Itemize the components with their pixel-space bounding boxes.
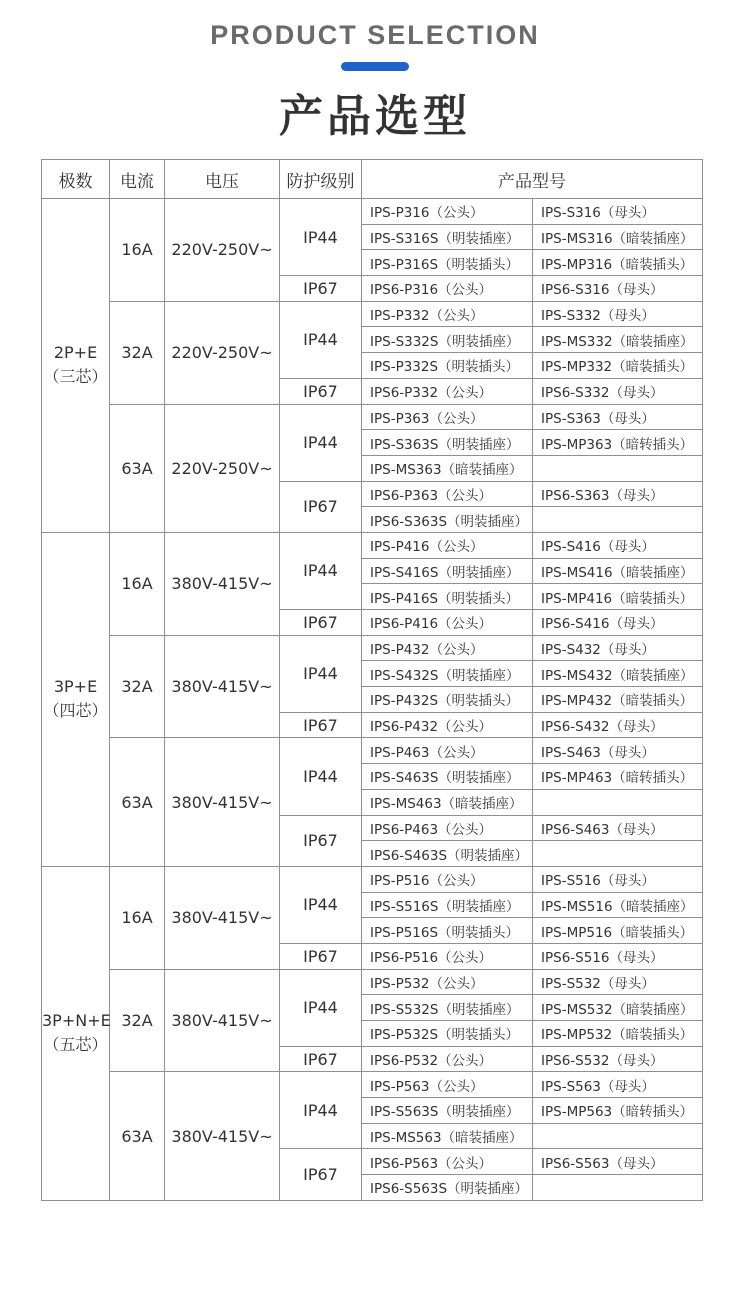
column-header-protection: 防护级别 [280, 160, 362, 199]
voltage-cell: 220V-250V~ [165, 199, 280, 302]
model-cell: IPS-S516S（明装插座） [362, 892, 533, 918]
model-cell: IPS-S563（母头） [533, 1072, 703, 1098]
model-cell: IPS-MS532（暗装插座） [533, 995, 703, 1021]
model-cell: IPS-MP316（暗装插头） [533, 250, 703, 276]
model-cell: IPS6-P463（公头） [362, 815, 533, 841]
model-cell: IPS6-P532（公头） [362, 1046, 533, 1072]
column-header-poles: 极数 [42, 160, 110, 199]
cores-label: （三芯） [43, 367, 108, 387]
current-cell: 16A [110, 866, 165, 969]
voltage-cell: 220V-250V~ [165, 404, 280, 532]
model-cell: IPS-P563（公头） [362, 1072, 533, 1098]
model-cell: IPS6-P416（公头） [362, 610, 533, 636]
table-body [42, 199, 703, 1201]
model-cell: IPS-S363S（明装插座） [362, 430, 533, 456]
current-cell: 32A [110, 301, 165, 404]
voltage-cell: 380V-415V~ [165, 969, 280, 1072]
model-cell [533, 1175, 703, 1201]
model-cell: IPS-MP432（暗装插头） [533, 687, 703, 713]
model-cell: IPS6-P316（公头） [362, 276, 533, 302]
model-cell: IPS-MS316（暗装插座） [533, 224, 703, 250]
model-cell: IPS-MS416（暗装插座） [533, 558, 703, 584]
protection-cell: IP67 [280, 378, 362, 404]
model-cell: IPS6-S416（母头） [533, 610, 703, 636]
page-title: 产品选型 [279, 91, 471, 142]
voltage-cell: 220V-250V~ [165, 301, 280, 404]
table-row [42, 301, 703, 327]
model-cell: IPS-P463（公头） [362, 738, 533, 764]
model-cell [533, 507, 703, 533]
current-cell: 32A [110, 635, 165, 738]
model-cell: IPS-S516（母头） [533, 866, 703, 892]
model-cell: IPS-MP332（暗装插头） [533, 353, 703, 379]
model-cell: IPS-MS432（暗装插座） [533, 661, 703, 687]
voltage-cell: 380V-415V~ [165, 738, 280, 866]
model-cell: IPS6-S516（母头） [533, 943, 703, 969]
model-cell: IPS-S432（母头） [533, 635, 703, 661]
voltage-cell: 380V-415V~ [165, 866, 280, 969]
current-cell: 63A [110, 1072, 165, 1200]
model-cell: IPS-P432S（明装插头） [362, 687, 533, 713]
model-cell: IPS-S332（母头） [533, 301, 703, 327]
protection-cell: IP67 [280, 943, 362, 969]
model-cell: IPS-MP532（暗装插头） [533, 1021, 703, 1047]
model-cell: IPS-P332（公头） [362, 301, 533, 327]
model-cell: IPS-S416S（明装插座） [362, 558, 533, 584]
table-row [42, 404, 703, 430]
protection-cell: IP67 [280, 276, 362, 302]
model-cell: IPS-MP516（暗装插头） [533, 918, 703, 944]
poles-label: 2P+E [53, 343, 98, 363]
protection-cell: IP44 [280, 404, 362, 481]
model-cell: IPS-MP416（暗装插头） [533, 584, 703, 610]
model-cell [533, 841, 703, 867]
model-cell: IPS-S316S（明装插座） [362, 224, 533, 250]
model-cell: IPS-MP463（暗转插头） [533, 764, 703, 790]
protection-cell: IP67 [280, 1149, 362, 1200]
table-row [42, 738, 703, 764]
model-cell: IPS-MP563（暗转插头） [533, 1098, 703, 1124]
model-cell: IPS-S432S（明装插座） [362, 661, 533, 687]
protection-cell: IP44 [280, 199, 362, 276]
model-cell: IPS-S332S（明装插座） [362, 327, 533, 353]
protection-cell: IP67 [280, 1046, 362, 1072]
protection-cell: IP44 [280, 532, 362, 609]
column-header-voltage: 电压 [165, 160, 280, 199]
model-cell: IPS-P432（公头） [362, 635, 533, 661]
poles-cell [42, 866, 110, 1200]
protection-cell: IP67 [280, 481, 362, 532]
model-cell: IPS6-S332（母头） [533, 378, 703, 404]
voltage-cell: 380V-415V~ [165, 532, 280, 635]
protection-cell: IP44 [280, 635, 362, 712]
model-cell: IPS6-P516（公头） [362, 943, 533, 969]
model-cell: IPS6-P563（公头） [362, 1149, 533, 1175]
model-cell: IPS6-S316（母头） [533, 276, 703, 302]
model-cell: IPS-P516（公头） [362, 866, 533, 892]
model-cell: IPS6-S563S（明装插座） [362, 1175, 533, 1201]
protection-cell: IP44 [280, 738, 362, 815]
model-cell: IPS-P332S（明装插头） [362, 353, 533, 379]
table-row [42, 1072, 703, 1098]
model-cell: IPS6-S532（母头） [533, 1046, 703, 1072]
model-cell: IPS-P532（公头） [362, 969, 533, 995]
protection-cell: IP67 [280, 610, 362, 636]
model-cell: IPS-S532（母头） [533, 969, 703, 995]
current-cell: 16A [110, 199, 165, 302]
model-cell [533, 1123, 703, 1149]
voltage-cell: 380V-415V~ [165, 1072, 280, 1200]
cores-label: （四芯） [43, 701, 108, 721]
model-cell: IPS6-S563（母头） [533, 1149, 703, 1175]
table-header-row [42, 160, 703, 199]
protection-cell: IP44 [280, 1072, 362, 1149]
model-cell: IPS-S532S（明装插座） [362, 995, 533, 1021]
model-cell [533, 789, 703, 815]
table-row [42, 866, 703, 892]
model-cell: IPS6-S463S（明装插座） [362, 841, 533, 867]
model-cell: IPS-MS516（暗装插座） [533, 892, 703, 918]
poles-label: 3P+N+E [42, 1011, 111, 1031]
model-cell: IPS6-S363（母头） [533, 481, 703, 507]
model-cell: IPS6-P432（公头） [362, 712, 533, 738]
model-cell: IPS-P416S（明装插头） [362, 584, 533, 610]
table-row [42, 635, 703, 661]
model-cell: IPS-P316（公头） [362, 199, 533, 225]
current-cell: 63A [110, 404, 165, 532]
protection-cell: IP67 [280, 815, 362, 866]
model-cell: IPS6-S463（母头） [533, 815, 703, 841]
model-cell: IPS-MP363（暗转插头） [533, 430, 703, 456]
column-header-current: 电流 [110, 160, 165, 199]
model-cell: IPS6-P363（公头） [362, 481, 533, 507]
poles-cell [42, 532, 110, 866]
current-cell: 32A [110, 969, 165, 1072]
cores-label: （五芯） [43, 1035, 108, 1055]
table-row [42, 199, 703, 225]
protection-cell: IP44 [280, 301, 362, 378]
model-cell: IPS-S316（母头） [533, 199, 703, 225]
current-cell: 63A [110, 738, 165, 866]
model-cell: IPS-S363（母头） [533, 404, 703, 430]
product-selection-table [41, 159, 703, 1201]
model-cell: IPS-P416（公头） [362, 532, 533, 558]
model-cell: IPS-MS463（暗装插座） [362, 789, 533, 815]
model-cell: IPS-S416（母头） [533, 532, 703, 558]
voltage-cell: 380V-415V~ [165, 635, 280, 738]
poles-cell [42, 199, 110, 533]
page-subtitle: PRODUCT SELECTION [210, 20, 540, 50]
model-cell: IPS-S463（母头） [533, 738, 703, 764]
table-row [42, 532, 703, 558]
protection-cell: IP67 [280, 712, 362, 738]
model-cell: IPS-S563S（明装插座） [362, 1098, 533, 1124]
model-cell: IPS6-S432（母头） [533, 712, 703, 738]
protection-cell: IP44 [280, 866, 362, 943]
model-cell: IPS-P316S（明装插头） [362, 250, 533, 276]
model-cell: IPS6-S363S（明装插座） [362, 507, 533, 533]
model-cell: IPS-S463S（明装插座） [362, 764, 533, 790]
model-cell: IPS-MS363（暗装插座） [362, 455, 533, 481]
model-cell: IPS-P516S（明装插头） [362, 918, 533, 944]
model-cell: IPS-MS332（暗装插座） [533, 327, 703, 353]
model-cell [533, 455, 703, 481]
model-cell: IPS-P363（公头） [362, 404, 533, 430]
table-row [42, 969, 703, 995]
model-cell: IPS6-P332（公头） [362, 378, 533, 404]
poles-label: 3P+E [53, 677, 98, 697]
model-cell: IPS-MS563（暗装插座） [362, 1123, 533, 1149]
accent-bar [341, 62, 409, 71]
protection-cell: IP44 [280, 969, 362, 1046]
current-cell: 16A [110, 532, 165, 635]
column-header-model: 产品型号 [362, 160, 703, 199]
model-cell: IPS-P532S（明装插头） [362, 1021, 533, 1047]
